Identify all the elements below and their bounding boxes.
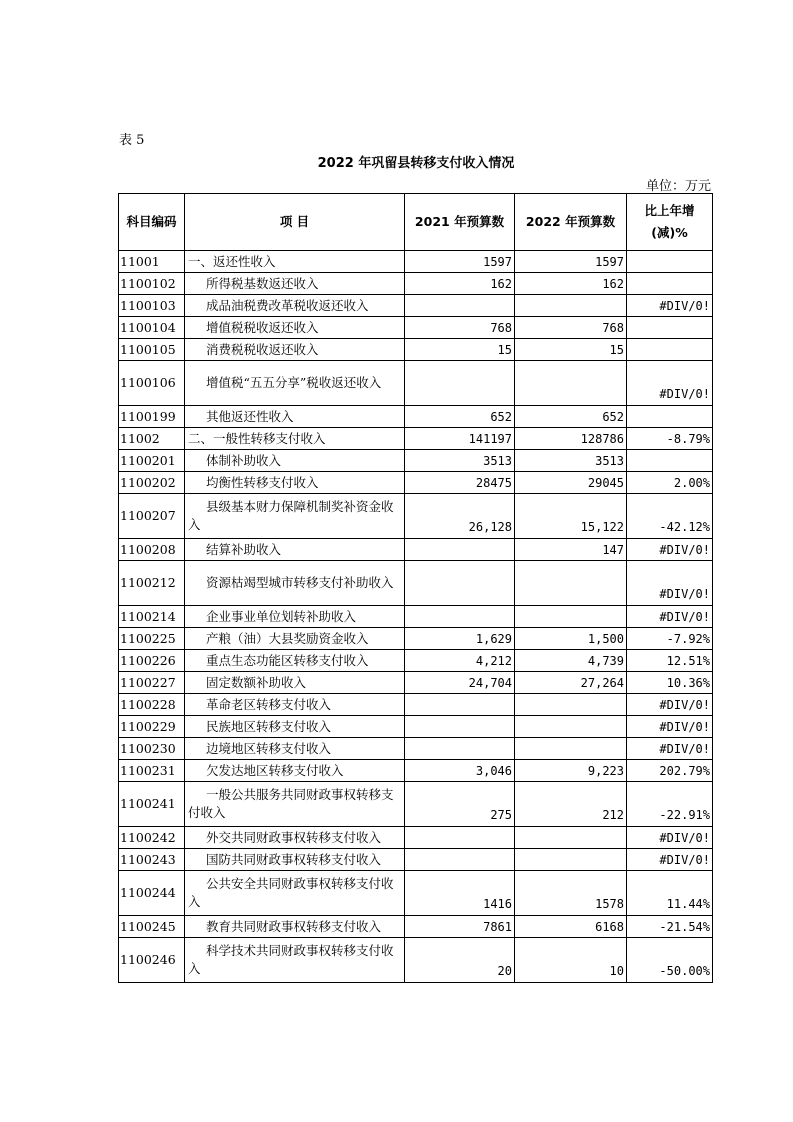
cell-2022 (515, 606, 627, 628)
cell-2022: 1,500 (515, 628, 627, 650)
table-row (119, 406, 713, 428)
cell-change (627, 317, 713, 339)
cell-2021: 28475 (405, 472, 515, 494)
header-change-line1: 比上年增 (644, 203, 695, 218)
table-row (119, 738, 713, 760)
cell-change: #DIV/0! (627, 539, 713, 561)
table-row (119, 716, 713, 738)
cell-item: 成品油税费改革税收返还收入 (185, 295, 405, 317)
cell-code: 11002 (119, 428, 185, 450)
cell-2022: 652 (515, 406, 627, 428)
cell-item: 民族地区转移支付收入 (185, 716, 405, 738)
cell-2021 (405, 295, 515, 317)
cell-change: #DIV/0! (627, 606, 713, 628)
table-row (119, 782, 713, 827)
cell-2021 (405, 694, 515, 716)
cell-item: 边境地区转移支付收入 (185, 738, 405, 760)
cell-item: 公共安全共同财政事权转移支付收入 (185, 871, 405, 916)
cell-change: 10.36% (627, 672, 713, 694)
cell-item: 一般公共服务共同财政事权转移支付收入 (185, 782, 405, 827)
cell-2021: 24,704 (405, 672, 515, 694)
cell-2021: 20 (405, 938, 515, 983)
cell-change: #DIV/0! (627, 561, 713, 606)
cell-code: 1100246 (119, 938, 185, 983)
table-row (119, 916, 713, 938)
cell-2022: 15 (515, 339, 627, 361)
cell-2021: 141197 (405, 428, 515, 450)
cell-change: 11.44% (627, 871, 713, 916)
cell-change: 202.79% (627, 760, 713, 782)
table-row (119, 694, 713, 716)
cell-2021: 768 (405, 317, 515, 339)
transfer-income-table (118, 193, 713, 983)
table-header-row (119, 194, 713, 251)
cell-2022 (515, 738, 627, 760)
cell-code: 1100214 (119, 606, 185, 628)
cell-item: 产粮（油）大县奖励资金收入 (185, 628, 405, 650)
cell-2021 (405, 561, 515, 606)
cell-2022: 147 (515, 539, 627, 561)
cell-change: -8.79% (627, 428, 713, 450)
cell-change: #DIV/0! (627, 738, 713, 760)
cell-code: 1100105 (119, 339, 185, 361)
header-2021: 2021 年预算数 (405, 194, 515, 251)
cell-code: 1100202 (119, 472, 185, 494)
cell-change: -22.91% (627, 782, 713, 827)
cell-2022: 29045 (515, 472, 627, 494)
cell-change: 12.51% (627, 650, 713, 672)
cell-code: 1100199 (119, 406, 185, 428)
cell-2022 (515, 561, 627, 606)
cell-2022 (515, 827, 627, 849)
cell-2021: 3513 (405, 450, 515, 472)
cell-2021: 7861 (405, 916, 515, 938)
cell-2022: 15,122 (515, 494, 627, 539)
cell-2021: 1416 (405, 871, 515, 916)
cell-code: 1100229 (119, 716, 185, 738)
table-row (119, 472, 713, 494)
cell-code: 1100103 (119, 295, 185, 317)
cell-2021: 1,629 (405, 628, 515, 650)
cell-change: #DIV/0! (627, 295, 713, 317)
cell-2021 (405, 827, 515, 849)
cell-code: 1100225 (119, 628, 185, 650)
cell-item: 消费税税收返还收入 (185, 339, 405, 361)
table-row (119, 672, 713, 694)
cell-2021 (405, 849, 515, 871)
cell-code: 1100242 (119, 827, 185, 849)
header-2022: 2022 年预算数 (515, 194, 627, 251)
cell-change (627, 273, 713, 295)
cell-code: 1100227 (119, 672, 185, 694)
cell-item: 体制补助收入 (185, 450, 405, 472)
cell-change: -7.92% (627, 628, 713, 650)
table-row (119, 628, 713, 650)
table-row (119, 295, 713, 317)
cell-2022: 162 (515, 273, 627, 295)
cell-2021: 652 (405, 406, 515, 428)
cell-change (627, 450, 713, 472)
page-title: 2022 年巩留县转移支付收入情况 (317, 156, 515, 171)
cell-item: 固定数额补助收入 (185, 672, 405, 694)
table-row (119, 561, 713, 606)
cell-code: 1100208 (119, 539, 185, 561)
cell-2022: 9,223 (515, 760, 627, 782)
cell-item: 企业事业单位划转补助收入 (185, 606, 405, 628)
cell-2022 (515, 295, 627, 317)
cell-code: 1100207 (119, 494, 185, 539)
cell-change: #DIV/0! (627, 827, 713, 849)
table-row (119, 606, 713, 628)
cell-2021: 3,046 (405, 760, 515, 782)
table-row (119, 450, 713, 472)
cell-2022: 10 (515, 938, 627, 983)
table-body (119, 251, 713, 983)
cell-2021 (405, 361, 515, 406)
cell-change (627, 406, 713, 428)
table-row (119, 494, 713, 539)
cell-change: 2.00% (627, 472, 713, 494)
header-code: 科目编码 (119, 194, 185, 251)
header-item: 项 目 (185, 194, 405, 251)
cell-2021 (405, 716, 515, 738)
cell-item: 欠发达地区转移支付收入 (185, 760, 405, 782)
cell-2022: 4,739 (515, 650, 627, 672)
cell-2022: 212 (515, 782, 627, 827)
cell-item: 均衡性转移支付收入 (185, 472, 405, 494)
cell-code: 1100230 (119, 738, 185, 760)
cell-item: 县级基本财力保障机制奖补资金收入 (185, 494, 405, 539)
cell-change (627, 339, 713, 361)
cell-item: 国防共同财政事权转移支付收入 (185, 849, 405, 871)
page-label: 表 5 (119, 133, 145, 148)
table-row (119, 760, 713, 782)
cell-2022 (515, 849, 627, 871)
cell-code: 1100231 (119, 760, 185, 782)
table-row (119, 251, 713, 273)
cell-2022: 1597 (515, 251, 627, 273)
table-row (119, 317, 713, 339)
cell-change: #DIV/0! (627, 361, 713, 406)
cell-2021 (405, 606, 515, 628)
table-row (119, 650, 713, 672)
cell-code: 1100245 (119, 916, 185, 938)
table-row (119, 827, 713, 849)
cell-code: 1100226 (119, 650, 185, 672)
cell-2022 (515, 361, 627, 406)
table-row (119, 849, 713, 871)
cell-item: 结算补助收入 (185, 539, 405, 561)
table-row (119, 361, 713, 406)
cell-2021: 15 (405, 339, 515, 361)
cell-2022: 768 (515, 317, 627, 339)
cell-2022 (515, 716, 627, 738)
cell-code: 1100201 (119, 450, 185, 472)
header-change (627, 194, 713, 251)
cell-item: 革命老区转移支付收入 (185, 694, 405, 716)
cell-2021: 1597 (405, 251, 515, 273)
cell-item: 所得税基数返还收入 (185, 273, 405, 295)
cell-item: 重点生态功能区转移支付收入 (185, 650, 405, 672)
cell-item: 二、一般性转移支付收入 (185, 428, 405, 450)
table-row (119, 428, 713, 450)
cell-change: -42.12% (627, 494, 713, 539)
cell-2021 (405, 738, 515, 760)
cell-2021: 4,212 (405, 650, 515, 672)
cell-code: 1100244 (119, 871, 185, 916)
cell-change: -21.54% (627, 916, 713, 938)
cell-2021 (405, 539, 515, 561)
cell-2022: 3513 (515, 450, 627, 472)
cell-code: 1100243 (119, 849, 185, 871)
header-change-line2: (减)% (651, 225, 688, 240)
table-row (119, 273, 713, 295)
cell-item: 外交共同财政事权转移支付收入 (185, 827, 405, 849)
table-row (119, 539, 713, 561)
cell-item: 资源枯竭型城市转移支付补助收入 (185, 561, 405, 606)
cell-code: 1100228 (119, 694, 185, 716)
cell-2021: 162 (405, 273, 515, 295)
cell-change: -50.00% (627, 938, 713, 983)
cell-item: 一、返还性收入 (185, 251, 405, 273)
table-row (119, 871, 713, 916)
cell-code: 1100241 (119, 782, 185, 827)
cell-2022: 6168 (515, 916, 627, 938)
cell-code: 1100212 (119, 561, 185, 606)
cell-2022: 128786 (515, 428, 627, 450)
cell-item: 增值税税收返还收入 (185, 317, 405, 339)
cell-item: 增值税“五五分享”税收返还收入 (185, 361, 405, 406)
cell-2021: 275 (405, 782, 515, 827)
cell-2021: 26,128 (405, 494, 515, 539)
unit-label: 单位：万元 (645, 179, 711, 194)
table-row (119, 339, 713, 361)
cell-item: 科学技术共同财政事权转移支付收入 (185, 938, 405, 983)
cell-change: #DIV/0! (627, 694, 713, 716)
cell-change: #DIV/0! (627, 849, 713, 871)
cell-code: 1100106 (119, 361, 185, 406)
table-row (119, 938, 713, 983)
cell-item: 其他返还性收入 (185, 406, 405, 428)
cell-2022 (515, 694, 627, 716)
cell-change (627, 251, 713, 273)
cell-item: 教育共同财政事权转移支付收入 (185, 916, 405, 938)
cell-2022: 27,264 (515, 672, 627, 694)
cell-code: 1100102 (119, 273, 185, 295)
cell-code: 11001 (119, 251, 185, 273)
cell-2022: 1578 (515, 871, 627, 916)
cell-change: #DIV/0! (627, 716, 713, 738)
cell-code: 1100104 (119, 317, 185, 339)
